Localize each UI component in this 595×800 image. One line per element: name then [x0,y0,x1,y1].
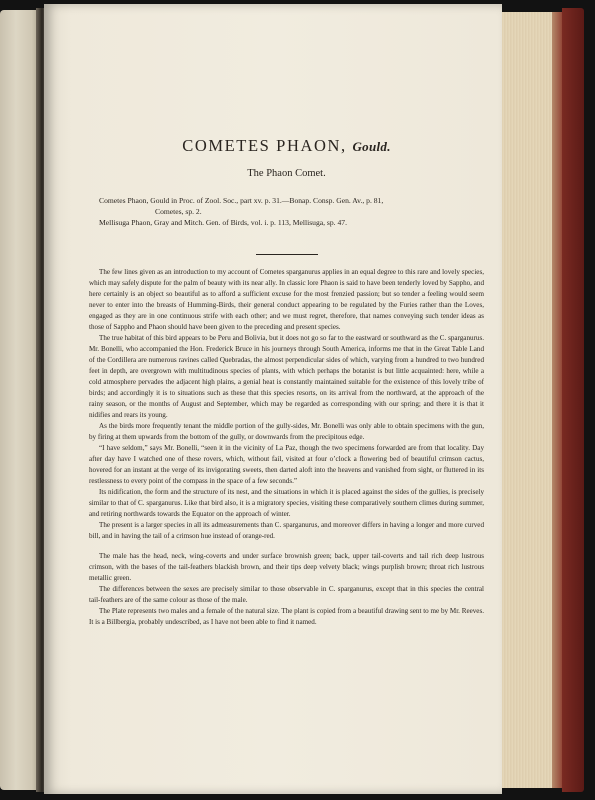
title-species: COMETES PHAON, [182,136,347,155]
reference-line: Cometes, sp. 2. [155,207,202,217]
title-author: Gould. [352,139,391,154]
common-name-subtitle: The Phaon Comet. [247,168,326,179]
page-title [89,136,484,157]
section-divider [256,254,318,255]
book-cover-edge [562,8,584,792]
reference-line: Cometes Phaon, Gould in Proc. of Zool. Soc., part xv. p. 31.—Bonap. Consp. Gen. Av., p. 81, [99,196,384,205]
synonymy-references [89,195,484,229]
body-paragraph: “I have seldom,” says Mr. Bonelli, “seen it in the vicinity of La Paz, though the two specimens forwarded are from that locality. Day after day have I watched one of these rovers, which, without fail, visited at four o’clock a flowering bed of beautiful crimson cactus, hovered for an instant at the verge of its invigorating sweets, then darted aloft into the heavens and vanished from sight, or fluttered in its restlessness to every point of the compass in the space of a few seconds.” [89,443,484,485]
body-paragraph: The true habitat of this bird appears to be Peru and Bolivia, but it does not go so far to the eastward or southward as the C. sparganurus. Mr. Bonelli, who accompanied the Hon. Frederick Bruce in his journeys through South America, informs me that in the Great Table Land of the Cordillera are numerous ravines called Quebradas, the almost perpendicular sides of which, varying from a hundred to two hundred feet in depth, are overgrown with multitudinous species of plants, with which perhaps the botanist is but little acquainted: here, while a cold atmosphere pervades the adjacent high plains, a genial heat is constantly maintained suitable for the existence of this lovely tribe of birds; and accordingly it is to situations such as these that this species resorts, on its arrival from the northward, at the approach of the rainy season, or the months of August and September, which may be regarded as corresponding with our spring; and there it is that it nidifies and rears its young. [89,333,484,419]
body-paragraph: Its nidification, the form and the structure of its nest, and the situations in which it is placed against the sides of the gullies, is precisely similar to that of C. sparganurus. Like that bird also, it is a migratory species, visiting these comparatively southern climes during summer, and retiring northwards towards the Equator on the approach of winter. [89,487,484,518]
page-stack-edges [502,12,564,788]
reference-line: Mellisuga Phaon, Gray and Mitch. Gen. of Birds, vol. i. p. 113, Mellisuga, sp. 47. [99,218,347,228]
body-paragraph: The differences between the sexes are precisely similar to those observable in C. sparganurus, except that in this species the central tail-feathers are of the same colour as those of the male. [89,584,484,604]
left-page-edge [0,10,40,790]
body-paragraph: The few lines given as an introduction to my account of Cometes sparganurus applies in an equal degree to this rare and lovely species, which may safely dispute for the palm of beauty with its near ally. In classic lore Phaon is said to have been tenderly loved by Sappho, and here certainly is an object so beautiful as to afford a sufficient excuse for the most frenzied passion; but so tender a feeling would seem never to enter into the breasts of Humming-Birds, their general conduct appearing to be regulated by the Furies rather than the Loves, engaged as they are in one continuous strife with each other; and we must regret, therefore, that names conveying such tender ideas as those of Sappho and Phaon should have been given to the preceding and present species. [89,267,484,331]
body-paragraph: As the birds more frequently tenant the middle portion of the gully-sides, Mr. Bonelli was only able to obtain specimens with the gun, by firing at them upwards from the bottom of the gully, or downwards from the precipitous edge. [89,421,484,441]
body-paragraph: The male has the head, neck, wing-coverts and under surface brownish green; back, upper tail-coverts and tail rich deep lustrous crimson, with the bases of the tail-feathers blackish brown, and their tips deep velvety black; wings purplish brown; throat rich lustrous metallic green. [89,551,484,582]
body-paragraph: The present is a larger species in all its admeasurements than C. sparganurus, and moreover differs in having a longer and more curved bill, and in having the tail of a crimson hue instead of orange-red. [89,520,484,540]
body-paragraph: The Plate represents two males and a female of the natural size. The plant is copied from a beautiful drawing sent to me by Mr. Reeves. It is a Billbergia, probably undescribed, as I have not been able to find it named. [89,606,484,626]
page-content [89,136,484,628]
